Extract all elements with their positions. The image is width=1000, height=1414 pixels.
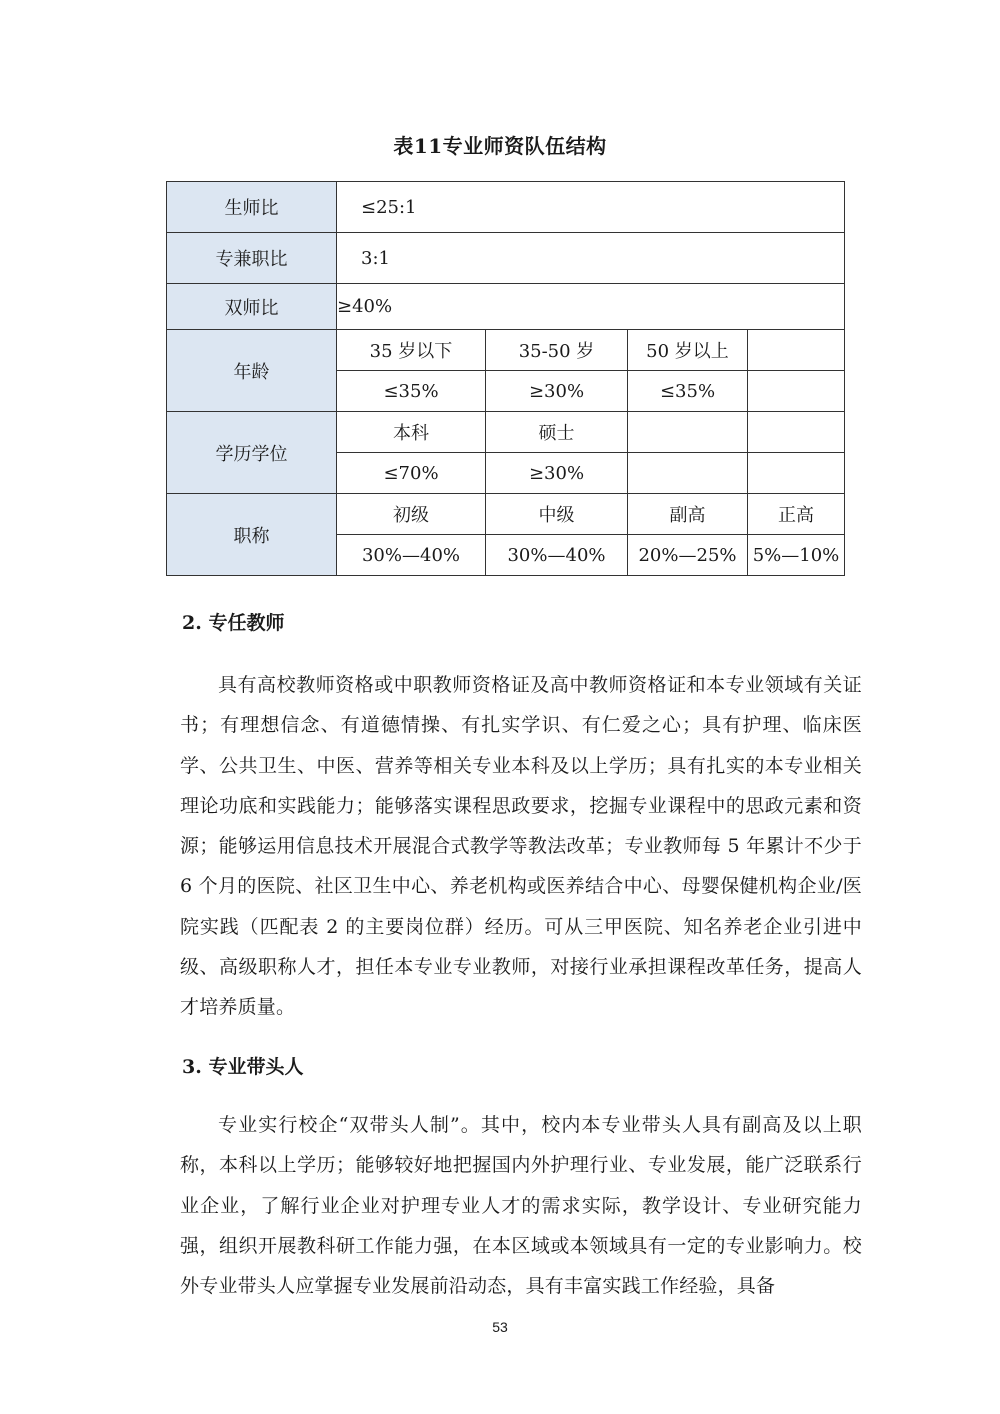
title-rank-value-cell: 20%—25% (628, 535, 748, 576)
faculty-structure-table (166, 181, 845, 576)
degree-header-cell: 本科 (337, 412, 486, 453)
row-label-student-teacher-ratio: 生师比 (167, 182, 337, 233)
degree-header-cell (628, 412, 748, 453)
degree-header-cell: 硕士 (486, 412, 628, 453)
title-rank-value-cell: 30%—40% (486, 535, 628, 576)
age-header-cell (748, 330, 845, 371)
fulltime-parttime-ratio-value: 3:1 (337, 233, 845, 284)
age-value-cell: ≥30% (486, 371, 628, 412)
row-label-dual-qualified-ratio: 双师比 (167, 284, 337, 330)
section-heading-fulltime-teachers: 2. 专任教师 (182, 612, 285, 634)
title-rank-header-cell: 副高 (628, 494, 748, 535)
row-label-title-rank: 职称 (167, 494, 337, 576)
row-label-fulltime-parttime-ratio: 专兼职比 (167, 233, 337, 284)
age-header-cell: 50 岁以上 (628, 330, 748, 371)
row-label-degree: 学历学位 (167, 412, 337, 494)
student-teacher-ratio-value: ≤25:1 (337, 182, 845, 233)
age-value-cell: ≤35% (628, 371, 748, 412)
title-rank-header-cell: 初级 (337, 494, 486, 535)
age-value-cell (748, 371, 845, 412)
page-number: 53 (492, 1319, 508, 1335)
degree-value-cell: ≤70% (337, 453, 486, 494)
title-rank-header-cell: 正高 (748, 494, 845, 535)
degree-value-cell: ≥30% (486, 453, 628, 494)
degree-value-cell (628, 453, 748, 494)
row-label-age: 年龄 (167, 330, 337, 412)
age-header-cell: 35 岁以下 (337, 330, 486, 371)
title-rank-value-cell: 5%—10% (748, 535, 845, 576)
dual-qualified-ratio-value: ≥40% (337, 284, 845, 330)
age-value-cell: ≤35% (337, 371, 486, 412)
degree-value-cell (748, 453, 845, 494)
age-header-cell: 35-50 岁 (486, 330, 628, 371)
title-rank-value-cell: 30%—40% (337, 535, 486, 576)
paragraph-fulltime-teachers: 具有高校教师资格或中职教师资格证及高中教师资格证和本专业领域有关证书；有理想信念、有道德情操、有扎实学识、有仁爱之心；具有护理、临床医学、公共卫生、中医、营养等相关专业本科及以上学历；具有扎实的本专业相关理论功底和实践能力；能够落实课程思政要求，挖掘专业课程中的思政元素和资源；能够运用信息技术开展混合式教学等教法改革；专业教师每 5 年累计不少于 6 个月的医院、社区卫生中心、养老机构或医养结合中心、母婴保健机构企业/医院实践（匹配表 2 的主要岗位群）经历。可从三甲医院、知名养老企业引进中级、高级职称人才，担任本专业专业教师，对接行业承担课程改革任务，提高人才培养质量。 (180, 674, 862, 1019)
table-title: 表11专业师资队伍结构 (393, 134, 607, 158)
title-rank-header-cell: 中级 (486, 494, 628, 535)
section-heading-program-leader: 3. 专业带头人 (182, 1056, 304, 1078)
degree-header-cell (748, 412, 845, 453)
paragraph-program-leader: 专业实行校企“双带头人制”。其中，校内本专业带头人具有副高及以上职称，本科以上学历；能够较好地把握国内外护理行业、专业发展，能广泛联系行业企业，了解行业企业对护理专业人才的需求实际，教学设计、专业研究能力强，组织开展教科研工作能力强，在本区域或本领域具有一定的专业影响力。校外专业带头人应掌握专业发展前沿动态，具有丰富实践工作经验，具备 (180, 1114, 862, 1298)
